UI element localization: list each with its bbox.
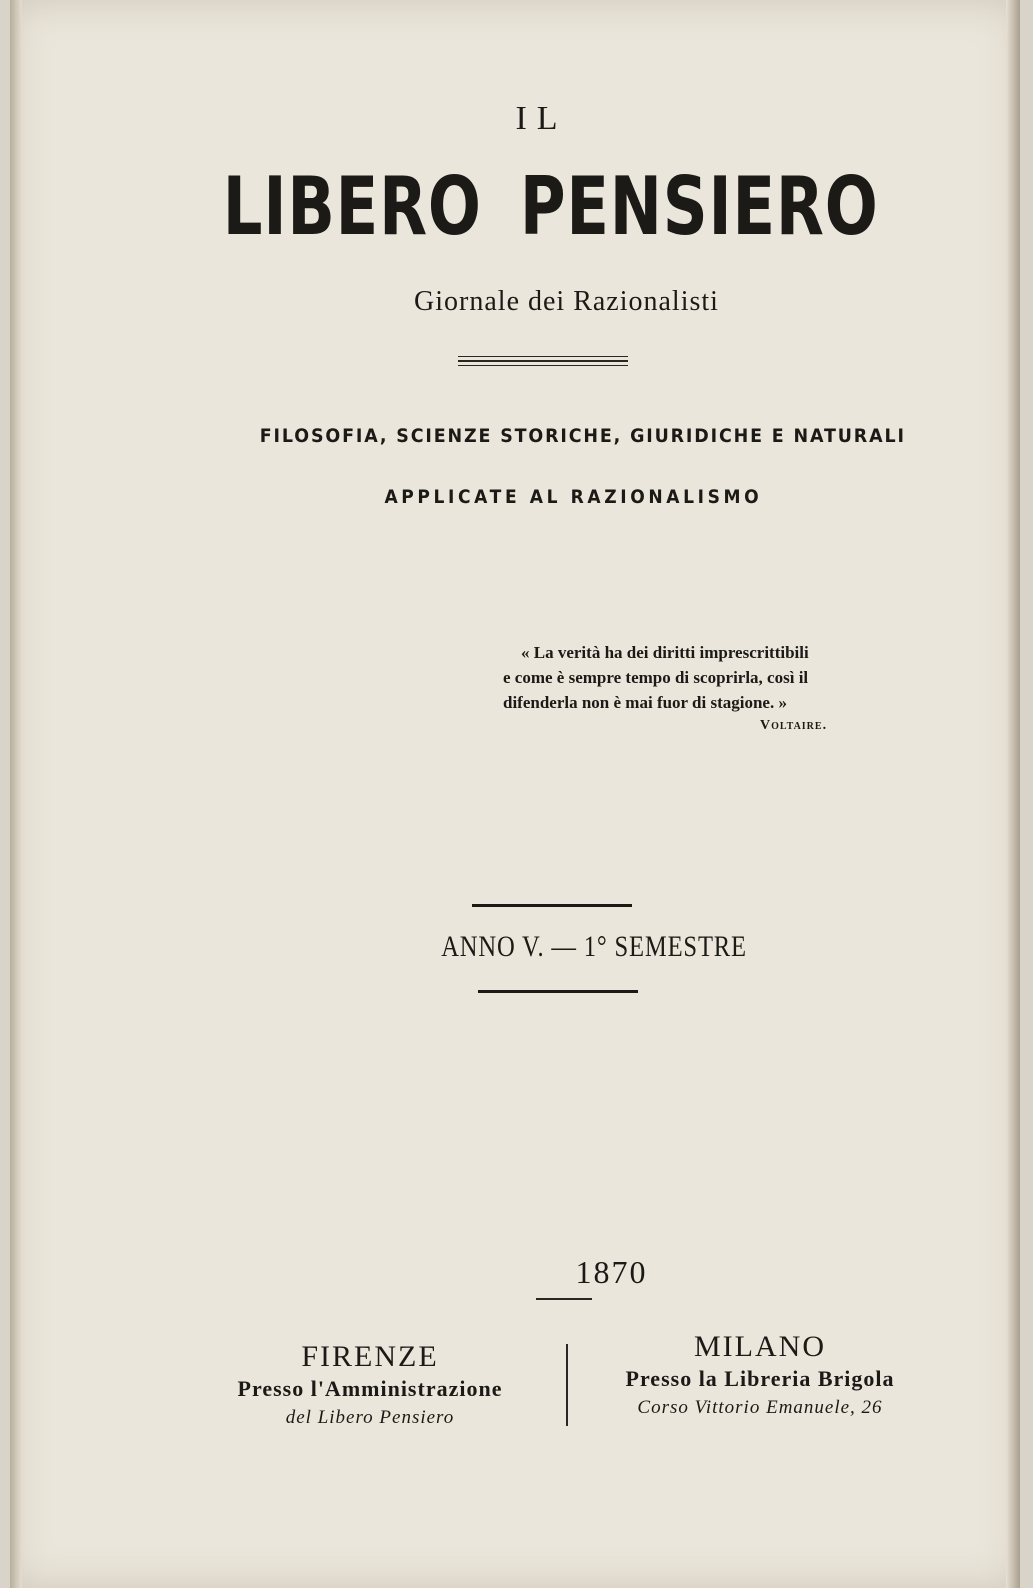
- epigraph: [503, 640, 923, 715]
- year-rule: [536, 1298, 592, 1300]
- topics-line-2: APPLICATE AL RAZIONALISMO: [384, 486, 763, 508]
- imprint-city-right: MILANO: [694, 1330, 826, 1363]
- volume-label: ANNO V. — 1° SEMESTRE: [441, 930, 747, 963]
- topics-line-1: FILOSOFIA, SCIENZE STORICHE, GIURIDICHE E NATURALI: [259, 425, 906, 447]
- page-edge: [1006, 0, 1020, 1588]
- imprint-firenze: [170, 1340, 570, 1432]
- imprint-city-left: FIRENZE: [301, 1340, 439, 1373]
- publication-year: 1870: [575, 1254, 648, 1290]
- imprint-divider: [566, 1344, 568, 1426]
- epigraph-line-1: « La verità ha dei diritti imprescrittibili: [521, 643, 809, 662]
- volume-rule-top: [472, 904, 632, 907]
- epigraph-line-3: difenderla non è mai fuor di stagione. »: [503, 693, 787, 712]
- title-article: IL: [515, 100, 568, 137]
- imprint-address-right: Corso Vittorio Emanuele, 26: [637, 1397, 883, 1418]
- epigraph-author: Voltaire.: [760, 718, 828, 733]
- imprint-publisher-left: Presso l'Amministrazione: [237, 1376, 503, 1401]
- imprint-publisher-right: Presso la Libreria Brigola: [625, 1366, 895, 1391]
- imprint-address-left: del Libero Pensiero: [285, 1407, 455, 1428]
- volume-rule-bottom: [478, 990, 638, 993]
- epigraph-line-2: e come è sempre tempo di scoprirla, così il: [503, 668, 809, 687]
- book-spine-shadow: [10, 0, 22, 1588]
- ornamental-rule: [458, 356, 628, 370]
- journal-subtitle: Giornale dei Razionalisti: [414, 286, 719, 317]
- journal-title: LIBERO PENSIERO: [222, 160, 879, 253]
- imprint-milano: [570, 1330, 950, 1422]
